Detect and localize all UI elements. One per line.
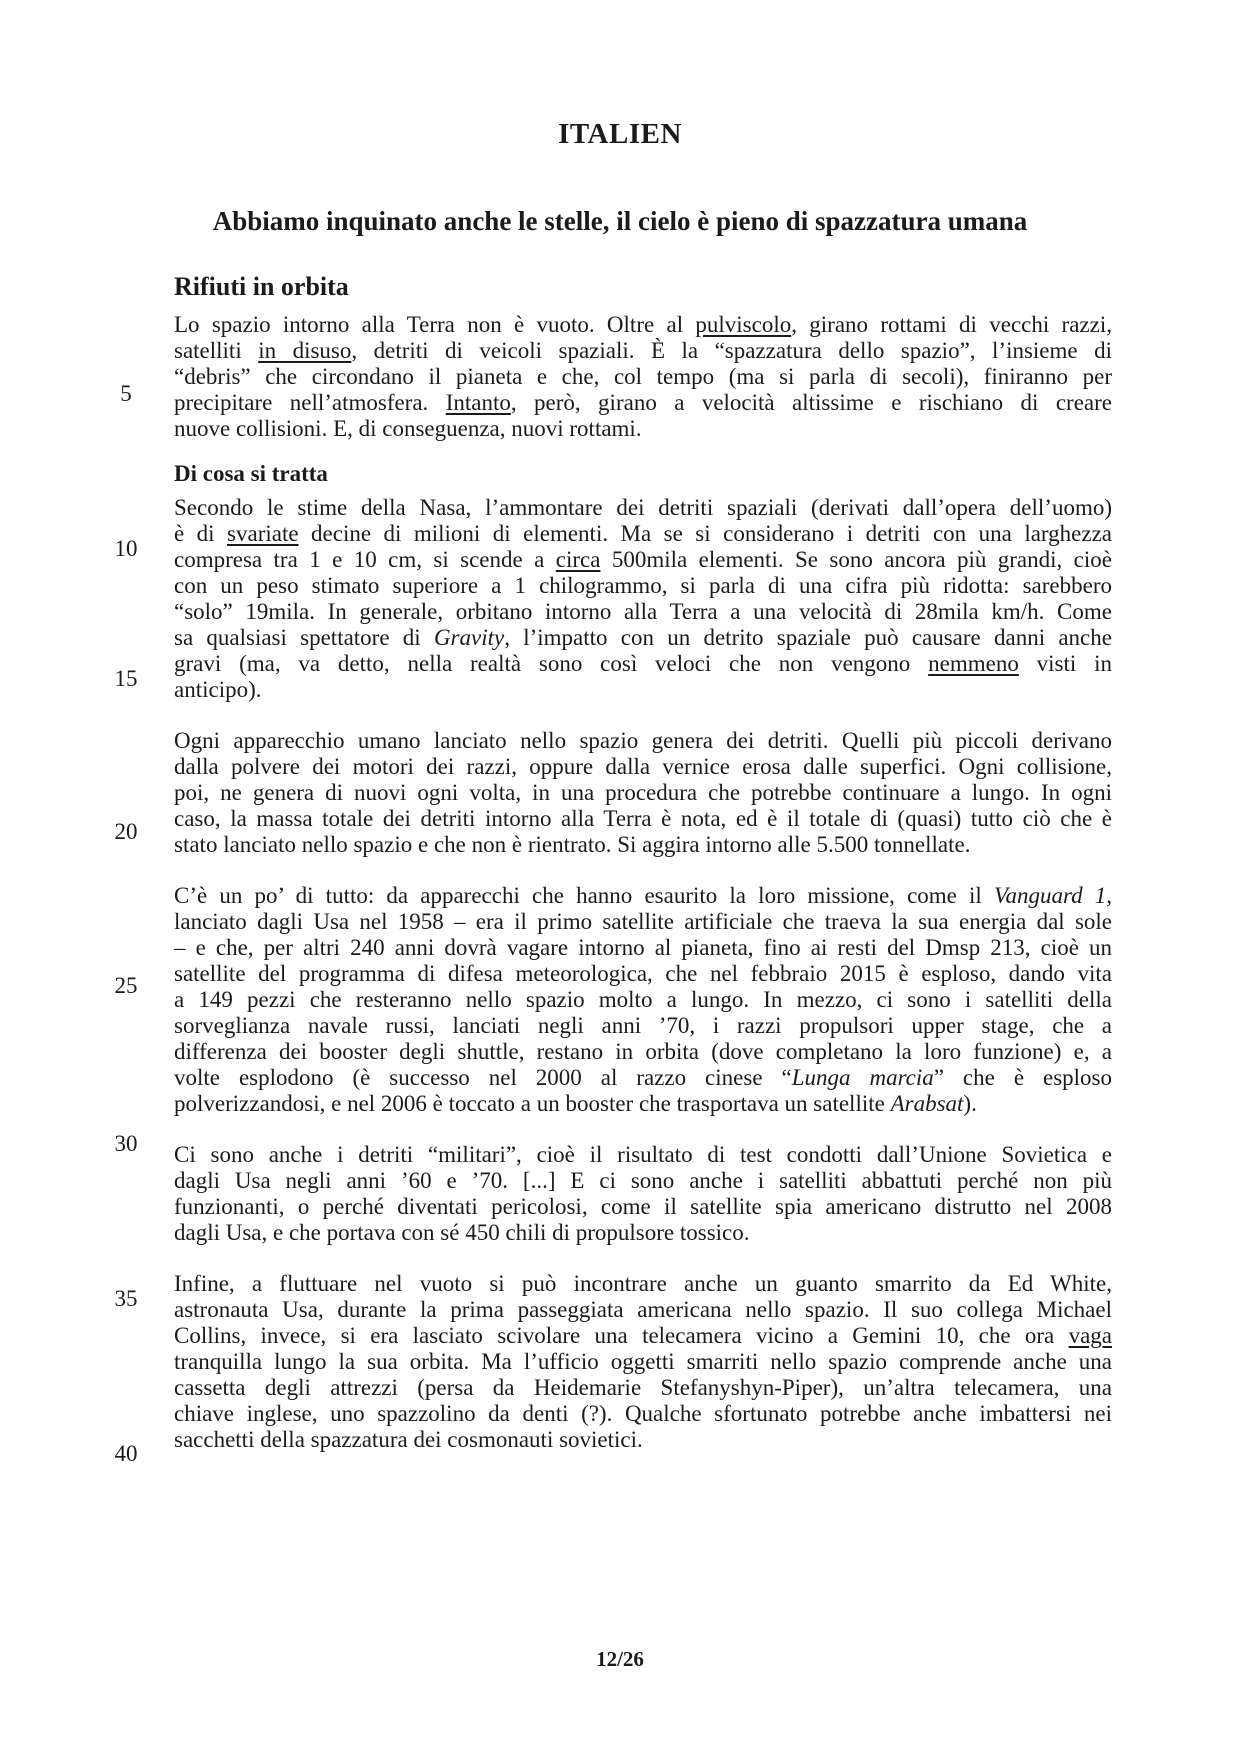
text-line (174, 1219, 1112, 1247)
text-run: sorveglianza navale russi, lanciati negli anni ’70, i razzi propulsori upper stage, che a (174, 1013, 1112, 1038)
text-run: volte esplodono (è successo nel 2000 al razzo cinese “ (174, 1065, 792, 1090)
text-line (174, 986, 1112, 1014)
underlined-word: in disuso (258, 338, 352, 363)
text-line (174, 1426, 1112, 1454)
text-run: “solo” 19mila. In generale, orbitano intorno alla Terra a una velocità di 28mila km/h. Come (174, 599, 1112, 624)
text-run: – e che, per altri 240 anni dovrà vagare intorno al pianeta, fino ai resti del Dmsp 213, cioè un (174, 935, 1112, 960)
text-line (174, 676, 1112, 704)
text-run: “debris” che circondano il pianeta e che, col tempo (ma si parla di secoli), finiranno per (174, 364, 1112, 389)
line-number: 25 (114, 973, 138, 998)
text-run: dagli Usa, e che portava con sé 450 chili di propulsore tossico. (174, 1220, 750, 1245)
text-line (174, 1064, 1112, 1092)
underlined-word: Intanto (445, 390, 511, 415)
italic-title: Lunga marcia (791, 1065, 934, 1090)
underlined-word: pulviscolo (695, 312, 792, 337)
text-run: cassetta degli attrezzi (persa da Heidemarie Stefanyshyn-Piper), un’altra telecamera, una (174, 1375, 1112, 1400)
line-number: 5 (120, 381, 132, 406)
text-line (174, 1141, 1112, 1169)
text-run: dagli Usa negli anni ’60 e ’70. [...] E ci sono anche i satelliti abbattuti perché non più (174, 1168, 1112, 1193)
text-run: precipitare nell’atmosfera. (174, 390, 446, 415)
text-line (174, 520, 1112, 548)
text-line (174, 337, 1112, 365)
text-run: astronauta Usa, durante la prima passeggiata americana nello spazio. Il suo collega Michael (174, 1297, 1112, 1322)
text-run: C’è un po’ di tutto: da apparecchi che hanno esaurito la loro missione, come il (174, 883, 994, 908)
line-number: 30 (114, 1131, 138, 1156)
article-subtitle: Rifiuti in orbita (174, 272, 349, 301)
text-run: visti in (1018, 651, 1112, 676)
text-run: Infine, a fluttuare nel vuoto si può incontrare anche un guanto smarrito da Ed White, (174, 1271, 1112, 1296)
text-line (174, 1322, 1112, 1350)
line-number: 20 (114, 819, 138, 844)
underlined-word: nemmeno (928, 651, 1019, 676)
text-run: gravi (ma, va detto, nella realtà sono così veloci che non vengono (174, 651, 929, 676)
text-run: , però, girano a velocità altissime e rischiano di creare (510, 390, 1112, 415)
text-line (174, 753, 1112, 781)
text-line (174, 1270, 1112, 1298)
text-run: con un peso stimato superiore a 1 chilogrammo, si parla di una cifra più ridotta: sarebbero (174, 573, 1112, 598)
text-run: Ogni apparecchio umano lanciato nello spazio genera dei detriti. Quelli più piccoli derivano (174, 728, 1112, 753)
text-run: funzionanti, o perché diventati pericolosi, come il satellite spia americano distrutto nel 2008 (174, 1194, 1112, 1219)
underlined-word: svariate (227, 521, 299, 546)
text-run: a 149 pezzi che resteranno nello spazio molto a lungo. In mezzo, ci sono i satelliti della (174, 987, 1112, 1012)
text-run: Ci sono anche i detriti “militari”, cioè il risultato di test condotti dall’Unione Sovietica e (174, 1142, 1112, 1167)
text-line (174, 598, 1112, 626)
text-run: satelliti (174, 338, 259, 363)
line-number: 15 (114, 666, 138, 691)
text-line (174, 805, 1112, 833)
text-run: , l’impatto con un detrito spaziale può causare danni anche (504, 625, 1112, 650)
text-run: , girano rottami di vecchi razzi, (791, 312, 1112, 337)
text-run: Lo spazio intorno alla Terra non è vuoto. Oltre al (174, 312, 696, 337)
text-run: satellite del programma di difesa meteorologica, che nel febbraio 2015 è esploso, dando vita (174, 961, 1112, 986)
text-run: caso, la massa totale dei detriti intorno alla Terra è nota, ed è il totale di (quasi) tutto ciò che è (174, 806, 1112, 831)
article-title: Abbiamo inquinato anche le stelle, il cielo è pieno di spazzatura umana (212, 206, 1028, 236)
text-run: ). (963, 1091, 977, 1116)
text-run: differenza dei booster degli shuttle, restano in orbita (dove completano la loro funzione) e, a (174, 1039, 1112, 1064)
line-number: 10 (114, 536, 138, 561)
line-number: 35 (114, 1286, 138, 1311)
text-line (174, 1374, 1112, 1402)
text-run: nuove collisioni. E, di conseguenza, nuovi rottami. (174, 416, 642, 441)
text-line (174, 415, 1112, 443)
text-line (174, 1012, 1112, 1040)
text-line (174, 1038, 1112, 1066)
text-run: tranquilla lungo la sua orbita. Ma l’ufficio oggetti smarriti nello spazio comprende anche una (174, 1349, 1112, 1374)
text-run: ” che è esploso (933, 1065, 1112, 1090)
underlined-word: circa (555, 547, 601, 572)
underlined-word: vaga (1068, 1323, 1112, 1348)
text-run: dalla polvere dei motori dei razzi, oppure dalla vernice erosa dalle superfici. Ogni collisione, (174, 754, 1112, 779)
text-run: poi, ne genera di nuovi ogni volta, in una procedura che potrebbe continuare a lungo. In ogni (174, 780, 1112, 805)
text-line (174, 934, 1112, 962)
text-line (174, 546, 1112, 574)
text-line (174, 960, 1112, 988)
text-line (174, 831, 1112, 859)
language-heading: ITALIEN (558, 118, 682, 150)
page-number: 12/26 (596, 1647, 644, 1671)
text-line (174, 1167, 1112, 1195)
text-line (174, 1090, 1112, 1118)
text-run: Secondo le stime della Nasa, l’ammontare dei detriti spaziali (derivati dall’opera dell’uomo) (174, 495, 1112, 520)
italic-title: Vanguard 1 (993, 883, 1107, 908)
text-run: anticipo). (174, 677, 262, 702)
text-run: Collins, invece, si era lasciato scivolare una telecamera vicino a Gemini 10, che ora (174, 1323, 1069, 1348)
text-line (174, 1296, 1112, 1324)
italic-title: Gravity (433, 625, 505, 650)
text-line (174, 311, 1112, 339)
text-run: lanciato dagli Usa nel 1958 – era il primo satellite artificiale che traeva la sua energia dal sole (174, 909, 1112, 934)
text-line (174, 882, 1112, 910)
text-run: polverizzandosi, e nel 2006 è toccato a un booster che trasportava un satellite (174, 1091, 891, 1116)
text-line (174, 1193, 1112, 1221)
text-line (174, 1348, 1112, 1376)
text-run: chiave inglese, uno spazzolino da denti (?). Qualche sfortunato potrebbe anche imbattersi nei (174, 1401, 1112, 1426)
text-run: , detriti di veicoli spaziali. È la “spazzatura dello spazio”, l’insieme di (351, 338, 1112, 363)
text-line (174, 363, 1112, 391)
text-run: decine di milioni di elementi. Ma se si considerano i detriti con una larghezza (298, 521, 1112, 546)
text-line (174, 908, 1112, 936)
text-run: stato lanciato nello spazio e che non è rientrato. Si aggira intorno alle 5.500 tonnellate. (174, 832, 971, 857)
text-run: , (1106, 883, 1112, 908)
line-number: 40 (114, 1441, 138, 1466)
text-line (174, 624, 1112, 652)
text-line (174, 389, 1112, 417)
text-run: compresa tra 1 e 10 cm, si scende a (174, 547, 556, 572)
italic-title: Arabsat (890, 1091, 964, 1116)
text-line (174, 1400, 1112, 1428)
text-line (174, 727, 1112, 755)
text-run: sa qualsiasi spettatore di (174, 625, 434, 650)
section-heading: Di cosa si tratta (174, 461, 328, 486)
text-line (174, 494, 1112, 522)
text-run: sacchetti della spazzatura dei cosmonauti sovietici. (174, 1427, 643, 1452)
text-line (174, 779, 1112, 807)
text-line (174, 572, 1112, 600)
text-run: 500mila elementi. Se sono ancora più grandi, cioè (600, 547, 1112, 572)
text-line (174, 650, 1112, 678)
text-run: è di (174, 521, 228, 546)
